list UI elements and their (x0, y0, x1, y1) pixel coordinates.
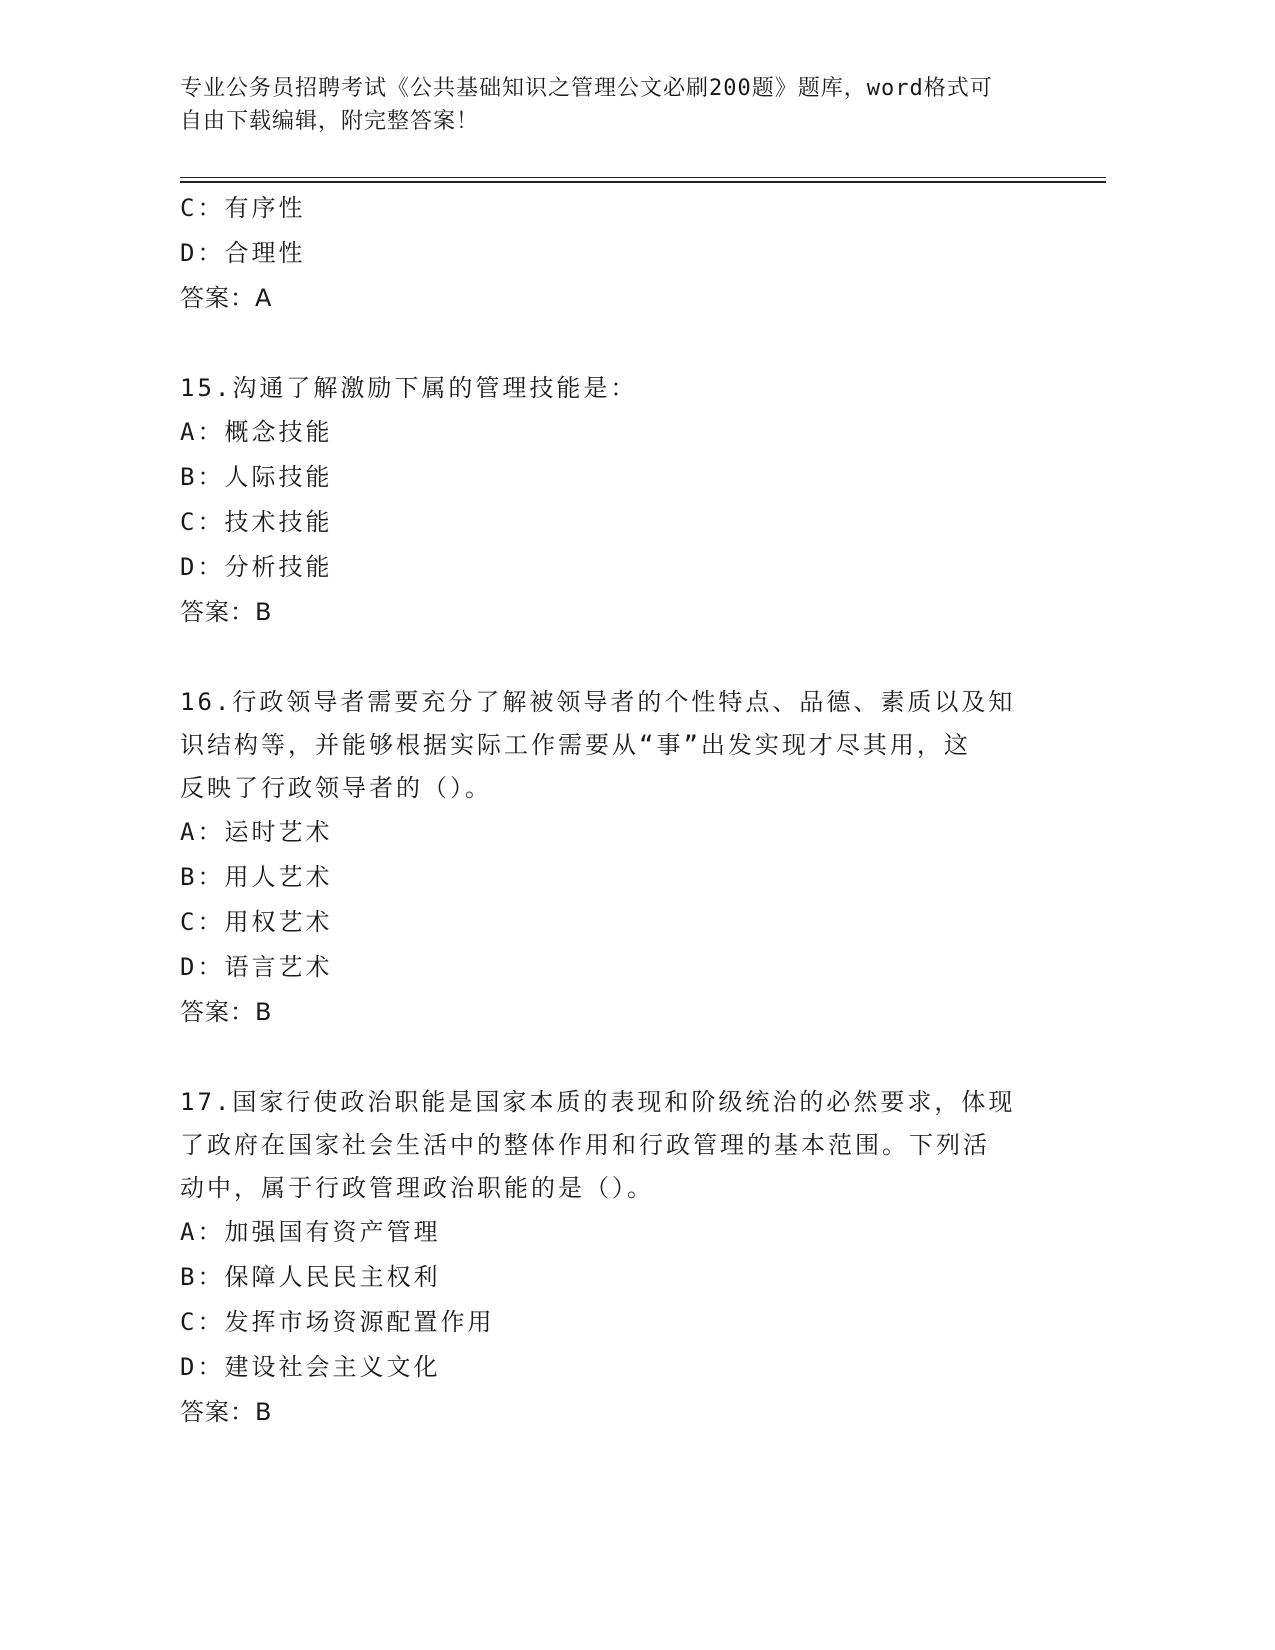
question-14-partial (180, 186, 1060, 321)
question-text-line-2: 识结构等，并能够根据实际工作需要从“事”出发实现才尽其用，这 (180, 731, 971, 759)
header-line-1: 专业公务员招聘考试《公共基础知识之管理公文必刷200题》题库，word格式可 (180, 76, 993, 101)
spacer (180, 321, 1060, 367)
question-text-line-3: 动中，属于行政管理政治职能的是（）。 (180, 1174, 654, 1202)
question-text-line-2: 了政府在国家社会生活中的整体作用和行政管理的基本范围。下列活 (180, 1131, 990, 1159)
question-text: 15.沟通了解激励下属的管理技能是： (180, 374, 638, 402)
question-17 (180, 1081, 1060, 1435)
document-header (180, 72, 1080, 138)
option-d: D：合理性 (180, 239, 306, 267)
question-15 (180, 367, 1060, 635)
answer: 答案：B (180, 998, 273, 1026)
answer: 答案：A (180, 284, 273, 312)
option-c: C：用权艺术 (180, 908, 333, 936)
option-b: B：用人艺术 (180, 863, 333, 891)
option-c: C：技术技能 (180, 508, 333, 536)
option-b: B：人际技能 (180, 463, 333, 491)
header-line-2: 自由下载编辑，附完整答案！ (180, 109, 480, 134)
question-text-line-1: 17.国家行使政治职能是国家本质的表现和阶级统治的必然要求，体现 (180, 1088, 1016, 1116)
option-c: C：有序性 (180, 194, 306, 222)
option-b: B：保障人民民主权利 (180, 1263, 441, 1291)
answer: 答案：B (180, 1398, 273, 1426)
option-d: D：语言艺术 (180, 953, 333, 981)
header-divider-thick (180, 181, 1106, 183)
question-list (180, 186, 1060, 1435)
option-a: A：加强国有资产管理 (180, 1218, 441, 1246)
option-d: D：建设社会主义文化 (180, 1353, 441, 1381)
header-divider-thin (180, 177, 1106, 178)
option-a: A：运时艺术 (180, 818, 333, 846)
answer: 答案：B (180, 598, 273, 626)
question-16 (180, 681, 1060, 1035)
question-text-line-3: 反映了行政领导者的（）。 (180, 774, 492, 802)
option-a: A：概念技能 (180, 418, 333, 446)
spacer (180, 635, 1060, 681)
question-text-line-1: 16.行政领导者需要充分了解被领导者的个性特点、品德、素质以及知 (180, 688, 1016, 716)
option-d: D：分析技能 (180, 553, 333, 581)
spacer (180, 1035, 1060, 1081)
option-c: C：发挥市场资源配置作用 (180, 1308, 495, 1336)
